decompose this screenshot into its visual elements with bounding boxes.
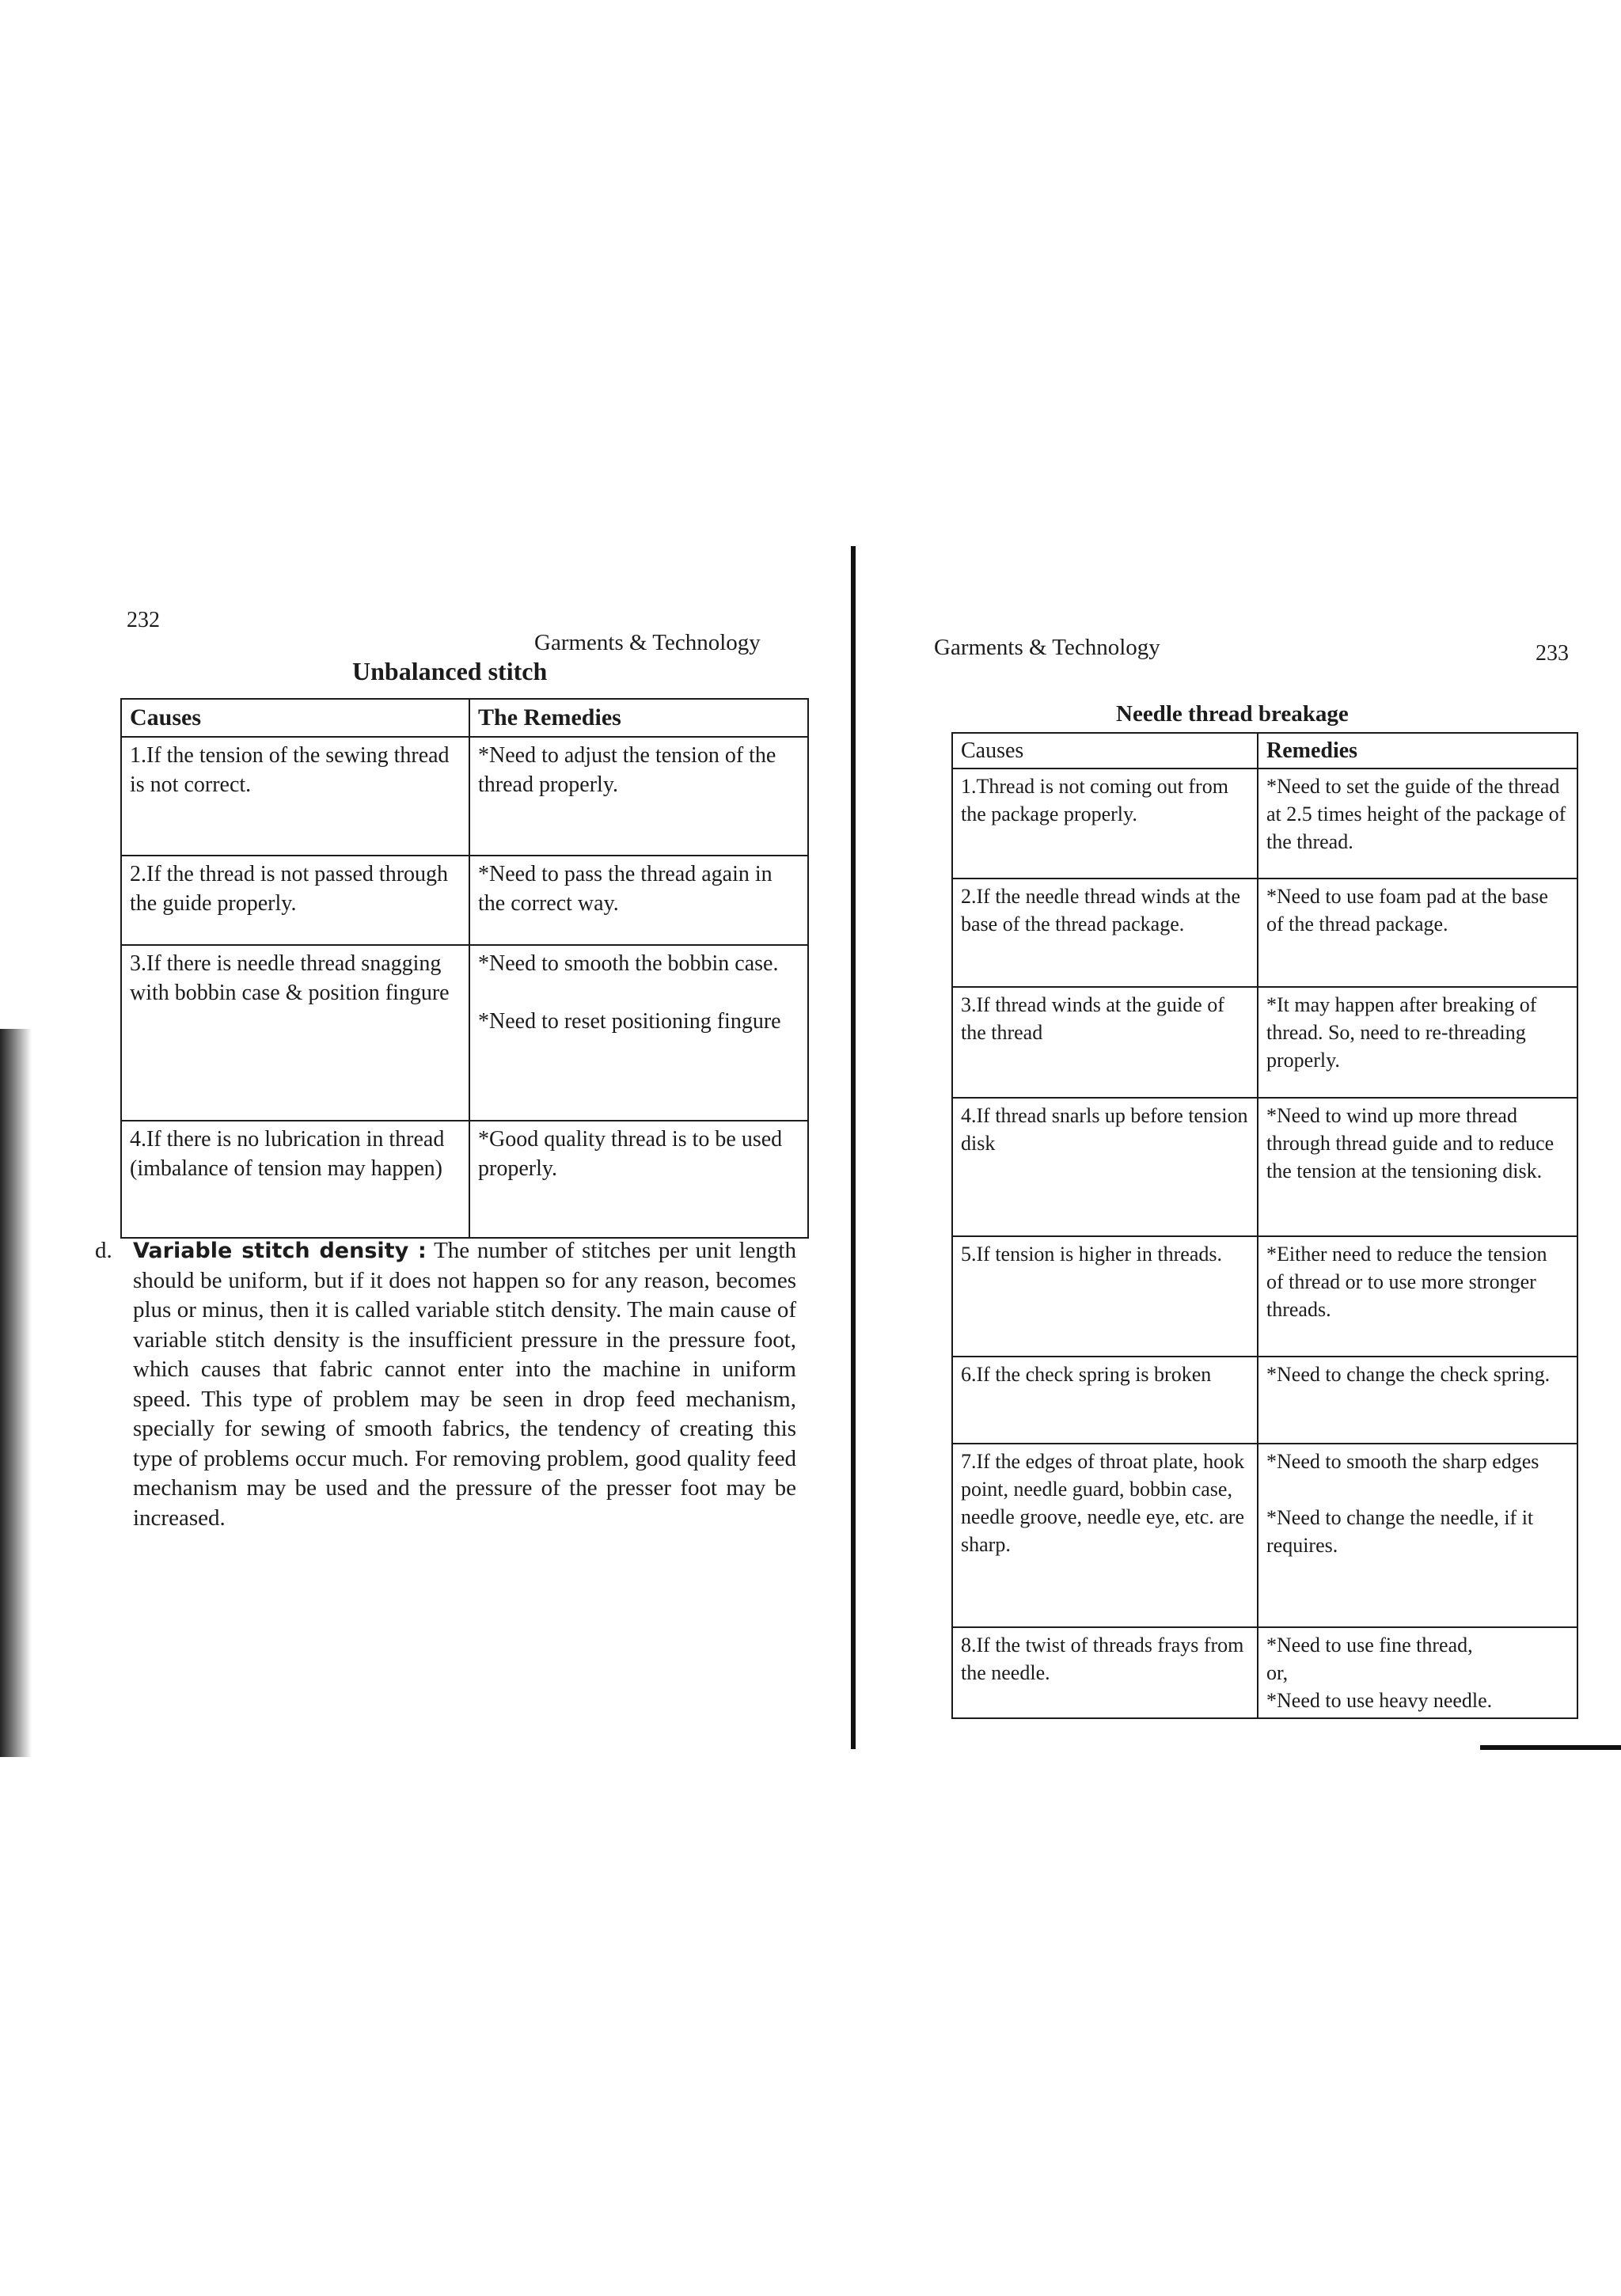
remedy-text: *Need to change the check spring. <box>1266 1363 1551 1386</box>
body-paragraph <box>95 1236 796 1533</box>
paragraph-text: The number of stitches per unit length should be uniform, but if it does not happen so for any reason, becomes plus or minus, then it is called variable stitch density. The main cause of variable stitch density is the insufficient pressure in the pressure foot, which causes that fabric cannot enter into the machine in uniform speed. This type of problem may be seen in drop feed mechanism, specially for sewing of smooth fabrics, the tendency of creating this type of problems occur much. For removing problem, good quality feed mechanism may be used and the pressure of the presser foot may be increased. <box>133 1238 796 1531</box>
table-header-row <box>121 699 808 737</box>
cause-cell: 5.If tension is higher in threads. <box>952 1236 1258 1357</box>
remedy-cell <box>1258 1444 1577 1627</box>
column-header-remedies: Remedies <box>1258 733 1577 768</box>
cause-cell: 1.If the tension of the sewing thread is not correct. <box>121 737 469 856</box>
table-title: Needle thread breakage <box>1116 701 1349 727</box>
remedy-text: *Need to set the guide of the thread at 2.5 times height of the package of the thread. <box>1266 775 1566 853</box>
table-row <box>121 856 808 945</box>
table-row <box>121 1121 808 1238</box>
table-row <box>121 945 808 1121</box>
remedy-text: *Need to use heavy needle. <box>1266 1689 1493 1712</box>
page-number: 233 <box>1536 641 1569 666</box>
remedy-cell <box>1258 1627 1577 1718</box>
cause-cell: 6.If the check spring is broken <box>952 1357 1258 1444</box>
book-gutter <box>851 546 856 1749</box>
cause-cell: 2.If the needle thread winds at the base of the thread package. <box>952 879 1258 987</box>
page-bottom-rule <box>1480 1745 1621 1750</box>
table-row <box>952 768 1577 879</box>
cause-cell: 3.If thread winds at the guide of the thread <box>952 987 1258 1098</box>
remedy-cell <box>469 737 808 856</box>
cause-cell: 1.Thread is not coming out from the package properly. <box>952 768 1258 879</box>
remedy-text: *It may happen after breaking of thread. So, need to re-threading properly. <box>1266 993 1537 1072</box>
table-row <box>952 1627 1577 1718</box>
table-row <box>952 1357 1577 1444</box>
remedy-cell <box>469 856 808 945</box>
remedy-cell <box>1258 879 1577 987</box>
cause-cell: 3.If there is needle thread snagging with bobbin case & position fingure <box>121 945 469 1121</box>
remedy-text: *Need to smooth the bobbin case. <box>478 951 779 976</box>
remedy-cell <box>469 1121 808 1238</box>
remedy-text: *Need to reset positioning fingure <box>478 1009 781 1034</box>
cause-cell: 8.If the twist of threads frays from the needle. <box>952 1627 1258 1718</box>
remedy-text: *Need to use foam pad at the base of the thread package. <box>1266 885 1548 935</box>
column-header-causes: Causes <box>952 733 1258 768</box>
remedy-cell <box>1258 1098 1577 1236</box>
list-marker: d. <box>95 1238 112 1263</box>
remedy-text: *Good quality thread is to be used properly. <box>478 1127 783 1181</box>
remedy-text: *Need to change the needle, if it requires. <box>1266 1506 1534 1557</box>
remedy-cell <box>469 945 808 1121</box>
running-header: Garments & Technology <box>934 635 1160 660</box>
remedy-text: *Need to pass the thread again in the correct way. <box>478 862 773 916</box>
page-number: 232 <box>127 608 160 632</box>
remedy-text: *Need to adjust the tension of the thread properly. <box>478 743 776 797</box>
cause-cell: 4.If thread snarls up before tension disk <box>952 1098 1258 1236</box>
remedy-text: *Need to smooth the sharp edges <box>1266 1450 1539 1473</box>
paragraph-heading: Variable stitch density : <box>133 1239 427 1263</box>
remedy-cell <box>1258 987 1577 1098</box>
table-row <box>121 737 808 856</box>
remedy-cell <box>1258 768 1577 879</box>
cause-cell: 7.If the edges of throat plate, hook point, needle guard, bobbin case, needle groove, needle eye, etc. are sharp. <box>952 1444 1258 1627</box>
cause-cell: 4.If there is no lubrication in thread (imbalance of tension may happen) <box>121 1121 469 1238</box>
table-header-row <box>952 733 1577 768</box>
remedy-text: *Need to wind up more thread through thread guide and to reduce the tension at the tensioning disk. <box>1266 1104 1555 1182</box>
cause-cell: 2.If the thread is not passed through the guide properly. <box>121 856 469 945</box>
column-header-causes: Causes <box>121 699 469 737</box>
table-row <box>952 1098 1577 1236</box>
causes-remedies-table <box>120 698 809 1239</box>
remedy-text: *Need to use fine thread, <box>1266 1634 1473 1657</box>
table-row <box>952 879 1577 987</box>
remedy-cell <box>1258 1236 1577 1357</box>
causes-remedies-table <box>951 732 1578 1719</box>
table-row <box>952 1236 1577 1357</box>
table-row <box>952 987 1577 1098</box>
running-header: Garments & Technology <box>534 630 761 655</box>
page-edge-shadow <box>0 1029 32 1757</box>
table-title: Unbalanced stitch <box>352 657 548 685</box>
column-header-remedies: The Remedies <box>469 699 808 737</box>
table-row <box>952 1444 1577 1627</box>
remedy-cell <box>1258 1357 1577 1444</box>
remedy-text: *Either need to reduce the tension of thread or to use more stronger threads. <box>1266 1243 1547 1321</box>
remedy-text: or, <box>1266 1661 1289 1684</box>
